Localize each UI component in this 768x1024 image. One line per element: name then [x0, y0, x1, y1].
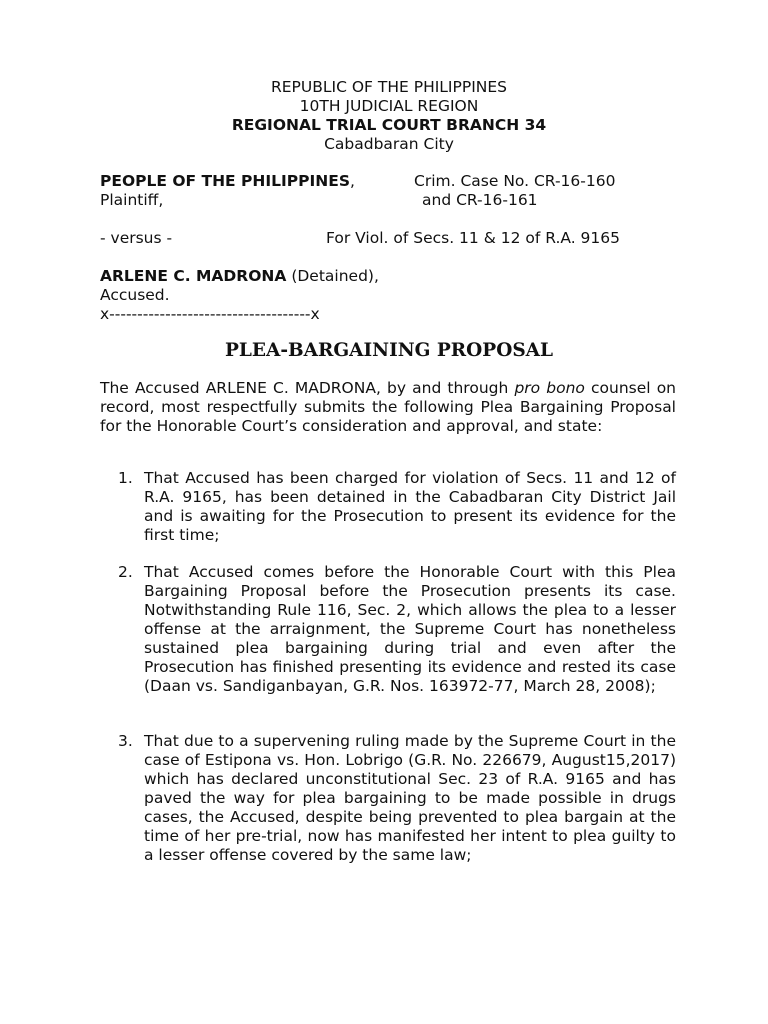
- accused-role: Accused.: [100, 286, 170, 304]
- plaintiff-comma: ,: [350, 172, 355, 190]
- intro-text-start: The Accused ARLENE C. MADRONA, by and through: [100, 379, 515, 397]
- city-line: Cabadbaran City: [324, 135, 454, 153]
- caption-separator: x------------------------------------x: [100, 305, 320, 323]
- accused-line: [100, 267, 379, 286]
- item-number: 2.: [118, 563, 133, 581]
- item-number: 1.: [118, 469, 133, 487]
- versus-label: - versus -: [100, 229, 173, 247]
- intro-emphasis: pro bono: [514, 379, 585, 397]
- case-number-line-1: Crim. Case No. CR-16-160: [414, 172, 616, 190]
- list-item: [118, 732, 676, 865]
- region-line: 10TH JUDICIAL REGION: [299, 97, 479, 115]
- plaintiff-role: Plaintiff,: [100, 191, 164, 209]
- list-item: [118, 469, 676, 545]
- intro-text-rest: counsel on record, most respectfully submits the following Plea Bargaining Proposal for the Honorable Court’s consideration and approval, and state:: [100, 379, 676, 435]
- item-text: That Accused comes before the Honorable Court with this Plea Bargaining Proposal before the Prosecution presents its case. Notwithstanding Rule 116, Sec. 2, which allows the plea to a lesser offense at the arraignment, the Supreme Court has nonetheless sustained plea bargaining during trial and even after the Prosecution has finished presenting its evidence and rested its case (Daan vs. Sandiganbayan, G.R. Nos. 163972-77, March 28, 2008);: [144, 563, 676, 695]
- item-text: That due to a supervening ruling made by the Supreme Court in the case of Estipona vs. Hon. Lobrigo (G.R. No. 226679, August15,2017) which has declared unconstitutional Sec. 23 of R.A. 9165 and has paved the way for plea bargaining to be made possible in drugs cases, the Accused, despite being prevented to plea bargain at the time of her pre-trial, now has manifested her intent to plea guilty to a lesser offense covered by the same law;: [144, 732, 676, 864]
- accused-status: (Detained),: [286, 267, 379, 285]
- court-branch-line: REGIONAL TRIAL COURT BRANCH 34: [231, 116, 547, 134]
- republic-line: REPUBLIC OF THE PHILIPPINES: [270, 78, 507, 96]
- list-item: [118, 563, 676, 696]
- accused-name: ARLENE C. MADRONA: [100, 267, 287, 285]
- plaintiff-name: PEOPLE OF THE PHILIPPINES: [100, 172, 350, 190]
- item-number: 3.: [118, 732, 133, 750]
- plaintiff-line: [100, 172, 355, 191]
- case-number-line-2: and CR-16-161: [422, 191, 538, 209]
- intro-paragraph: [100, 379, 676, 436]
- court-header: [0, 78, 768, 154]
- document-title: PLEA-BARGAINING PROPOSAL: [224, 340, 554, 361]
- violation-label: For Viol. of Secs. 11 & 12 of R.A. 9165: [326, 229, 621, 247]
- item-text: That Accused has been charged for violation of Secs. 11 and 12 of R.A. 9165, has been detained in the Cabadbaran City District Jail and is awaiting for the Prosecution to present its evidence for the first time;: [144, 469, 676, 544]
